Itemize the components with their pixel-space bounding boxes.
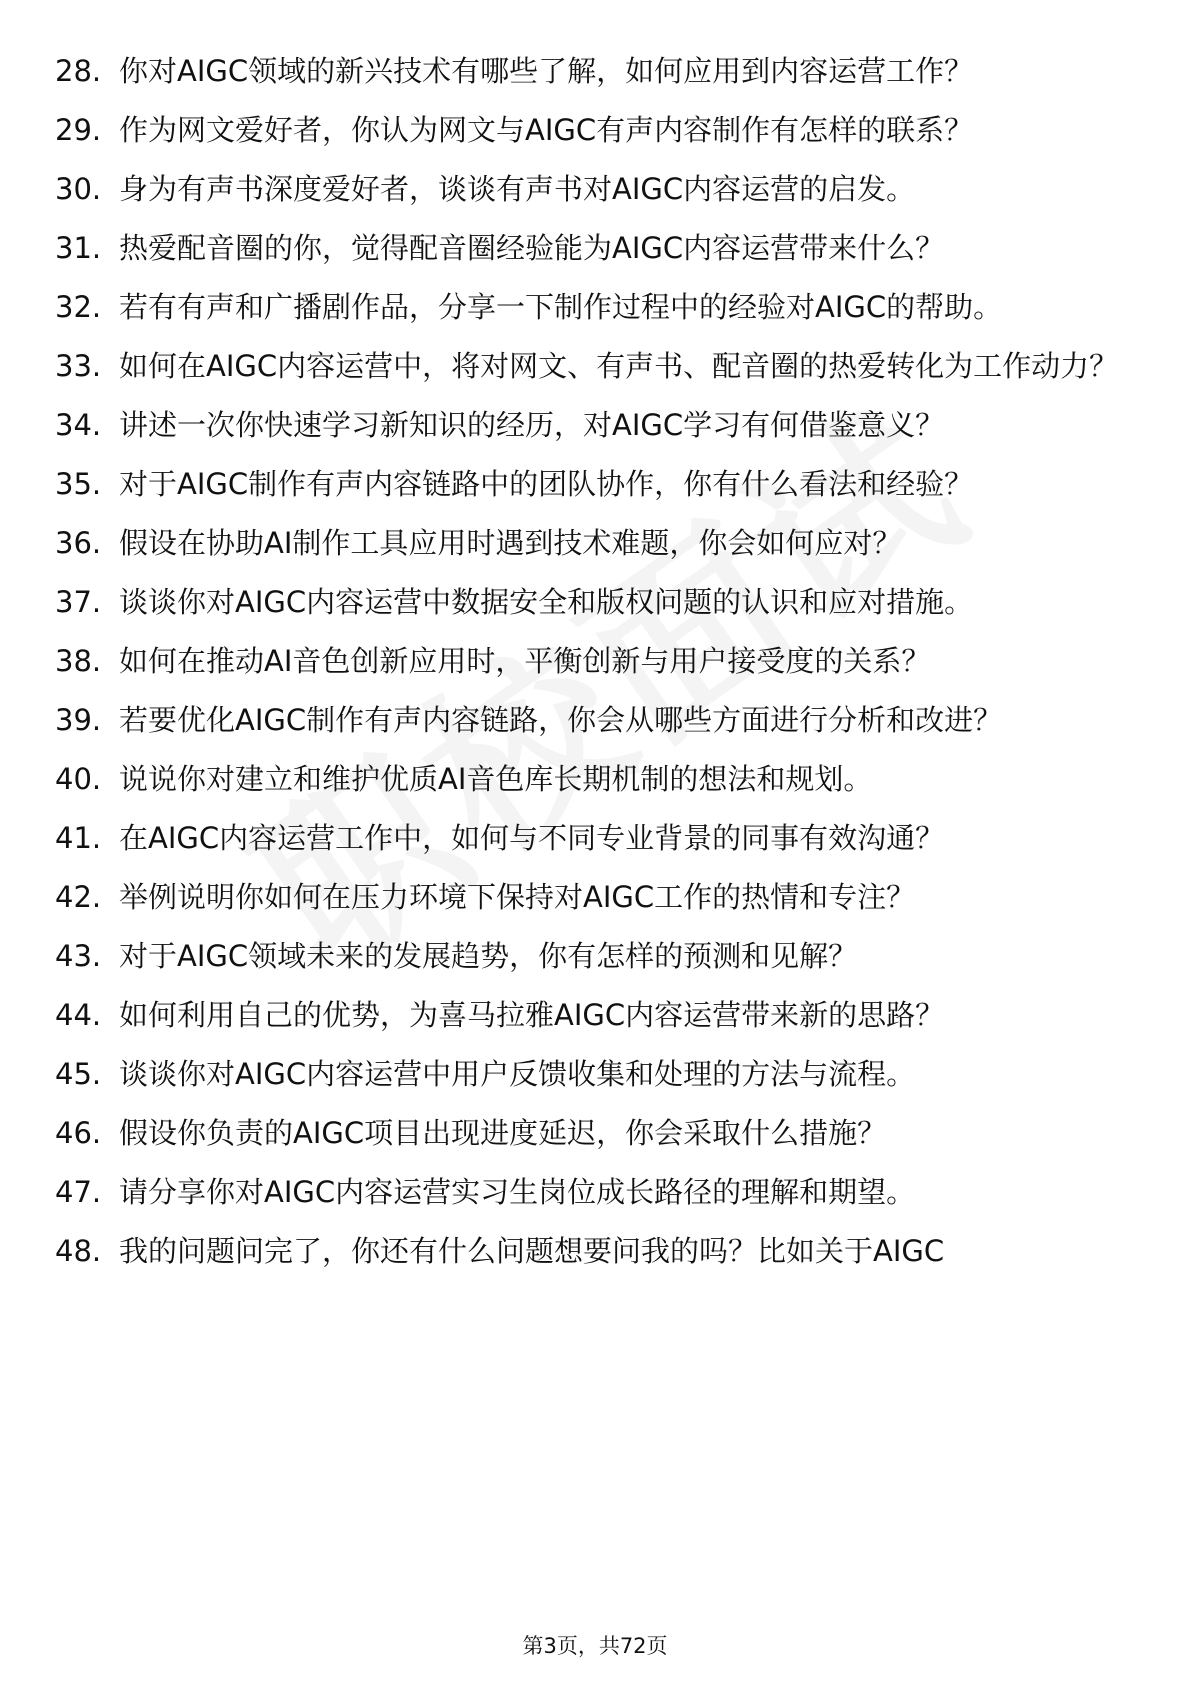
question-number: 37. (55, 585, 102, 619)
question-text: 你对AIGC领域的新兴技术有哪些了解，如何应用到内容运营工作？ (119, 54, 974, 88)
question-number: 42. (55, 880, 102, 914)
question-item (55, 640, 1135, 682)
question-item (55, 935, 1135, 977)
question-text: 如何在AIGC内容运营中，将对网文、有声书、配音圈的热爱转化为工作动力？ (119, 349, 1119, 383)
question-text: 讲述一次你快速学习新知识的经历，对AIGC学习有何借鉴意义？ (119, 408, 945, 442)
question-number: 30. (55, 172, 102, 206)
question-number: 44. (55, 998, 102, 1032)
question-text: 如何利用自己的优势，为喜马拉雅AIGC内容运营带来新的思路？ (119, 998, 945, 1032)
question-number: 43. (55, 939, 102, 973)
question-number: 31. (55, 231, 102, 265)
question-text: 如何在推动AI音色创新应用时，平衡创新与用户接受度的关系？ (119, 644, 931, 678)
page-number-label: 第3页，共72页 (522, 1634, 668, 1658)
question-item (55, 1171, 1135, 1213)
question-text: 对于AIGC领域未来的发展趋势，你有怎样的预测和见解？ (119, 939, 858, 973)
question-number: 41. (55, 821, 102, 855)
question-text: 若要优化AIGC制作有声内容链路，你会从哪些方面进行分析和改进？ (119, 703, 1003, 737)
question-item (55, 50, 1135, 92)
question-item (55, 286, 1135, 328)
question-item (55, 463, 1135, 505)
question-text: 我的问题问完了，你还有什么问题想要问我的吗？比如关于AIGC (119, 1234, 945, 1268)
question-text: 谈谈你对AIGC内容运营中数据安全和版权问题的认识和应对措施。 (119, 585, 974, 619)
question-text: 作为网文爱好者，你认为网文与AIGC有声内容制作有怎样的联系？ (119, 113, 974, 147)
question-number: 46. (55, 1116, 102, 1150)
question-text: 身为有声书深度爱好者，谈谈有声书对AIGC内容运营的启发。 (119, 172, 916, 206)
question-list (55, 50, 1135, 1289)
question-item (55, 1230, 1135, 1272)
question-text: 举例说明你如何在压力环境下保持对AIGC工作的热情和专注？ (119, 880, 916, 914)
question-number: 29. (55, 113, 102, 147)
question-item (55, 581, 1135, 623)
page-footer (0, 1630, 1190, 1660)
question-number: 33. (55, 349, 102, 383)
question-item (55, 109, 1135, 151)
question-number: 34. (55, 408, 102, 442)
question-number: 39. (55, 703, 102, 737)
question-text: 假设在协助AI制作工具应用时遇到技术难题，你会如何应对？ (119, 526, 902, 560)
question-item (55, 817, 1135, 859)
question-text: 谈谈你对AIGC内容运营中用户反馈收集和处理的方法与流程。 (119, 1057, 916, 1091)
question-text: 请分享你对AIGC内容运营实习生岗位成长路径的理解和期望。 (119, 1175, 916, 1209)
question-number: 28. (55, 54, 102, 88)
question-item (55, 227, 1135, 269)
question-number: 38. (55, 644, 102, 678)
question-item (55, 699, 1135, 741)
question-text: 对于AIGC制作有声内容链路中的团队协作，你有什么看法和经验？ (119, 467, 974, 501)
question-item (55, 168, 1135, 210)
question-item (55, 1112, 1135, 1154)
question-number: 32. (55, 290, 102, 324)
question-item (55, 404, 1135, 446)
question-text: 说说你对建立和维护优质AI音色库长期机制的想法和规划。 (119, 762, 873, 796)
question-number: 45. (55, 1057, 102, 1091)
question-number: 47. (55, 1175, 102, 1209)
question-item (55, 522, 1135, 564)
question-item (55, 758, 1135, 800)
question-number: 40. (55, 762, 102, 796)
question-text: 在AIGC内容运营工作中，如何与不同专业背景的同事有效沟通？ (119, 821, 945, 855)
question-item (55, 1053, 1135, 1095)
question-number: 35. (55, 467, 102, 501)
question-number: 48. (55, 1234, 102, 1268)
question-number: 36. (55, 526, 102, 560)
question-text: 假设你负责的AIGC项目出现进度延迟，你会采取什么措施？ (119, 1116, 887, 1150)
question-text: 若有有声和广播剧作品，分享一下制作过程中的经验对AIGC的帮助。 (119, 290, 1003, 324)
question-item (55, 345, 1135, 387)
question-item (55, 876, 1135, 918)
question-item (55, 994, 1135, 1036)
question-text: 热爱配音圈的你，觉得配音圈经验能为AIGC内容运营带来什么？ (119, 231, 945, 265)
